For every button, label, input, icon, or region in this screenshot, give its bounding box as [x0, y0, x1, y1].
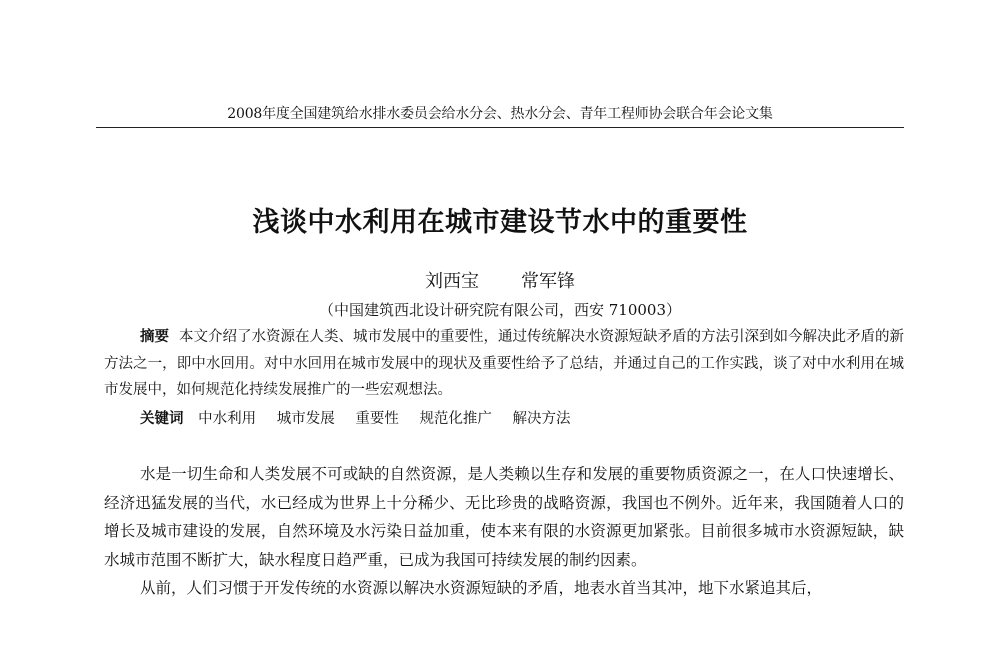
authors — [0, 268, 1000, 296]
abstract — [104, 324, 904, 404]
body-paragraph-1: 水是一切生命和人类发展不可或缺的自然资源，是人类赖以生存和发展的重要物质资源之一，在人口快速增长、经济迅猛发展的当代，水已经成为世界上十分稀少、无比珍贵的战略资源，我国也不例外。近年来，我国随着人口的增长及城市建设的发展，自然环境及水污染日益加重，使本来有限的水资源更加紧张。目前很多城市水资源短缺，缺水城市范围不断扩大，缺水程度日趋严重，已成为我国可持续发展的制约因素。 — [104, 465, 904, 569]
body-paragraph-2: 从前，人们习惯于开发传统的水资源以解决水资源短缺的矛盾，地表水首当其冲，地下水紧追其后， — [140, 579, 823, 597]
running-header: 2008年度全国建筑给水排水委员会给水分会、热水分会、青年工程师协会联合年会论文集 — [227, 106, 773, 122]
keyword-3: 重要性 — [355, 411, 399, 427]
keyword-2: 城市发展 — [276, 411, 335, 427]
paper-title: 浅谈中水利用在城市建设节水中的重要性 — [252, 207, 748, 238]
keyword-1: 中水利用 — [198, 411, 257, 427]
author-2: 常军锋 — [521, 271, 575, 292]
affiliation: （中国建筑西北设计研究院有限公司，西安 710003） — [318, 301, 682, 319]
abstract-text: 本文介绍了水资源在人类、城市发展中的重要性，通过传统解决水资源短缺矛盾的方法引深到如今解决此矛盾的新方法之一，即中水回用。对中水回用在城市发展中的现状及重要性给予了总结，并通过自己的工作实践，谈了对中水利用在城市发展中，如何规范化持续发展推广的一些宏观想法。 — [104, 329, 904, 398]
author-1: 刘西宝 — [425, 271, 479, 292]
body-text — [104, 460, 904, 603]
keyword-5: 解决方法 — [512, 411, 571, 427]
keywords-label: 关键词 — [140, 411, 184, 427]
keyword-4: 规范化推广 — [419, 411, 492, 427]
abstract-label: 摘要 — [140, 329, 169, 345]
header-rule — [96, 127, 904, 128]
keywords — [104, 406, 904, 432]
